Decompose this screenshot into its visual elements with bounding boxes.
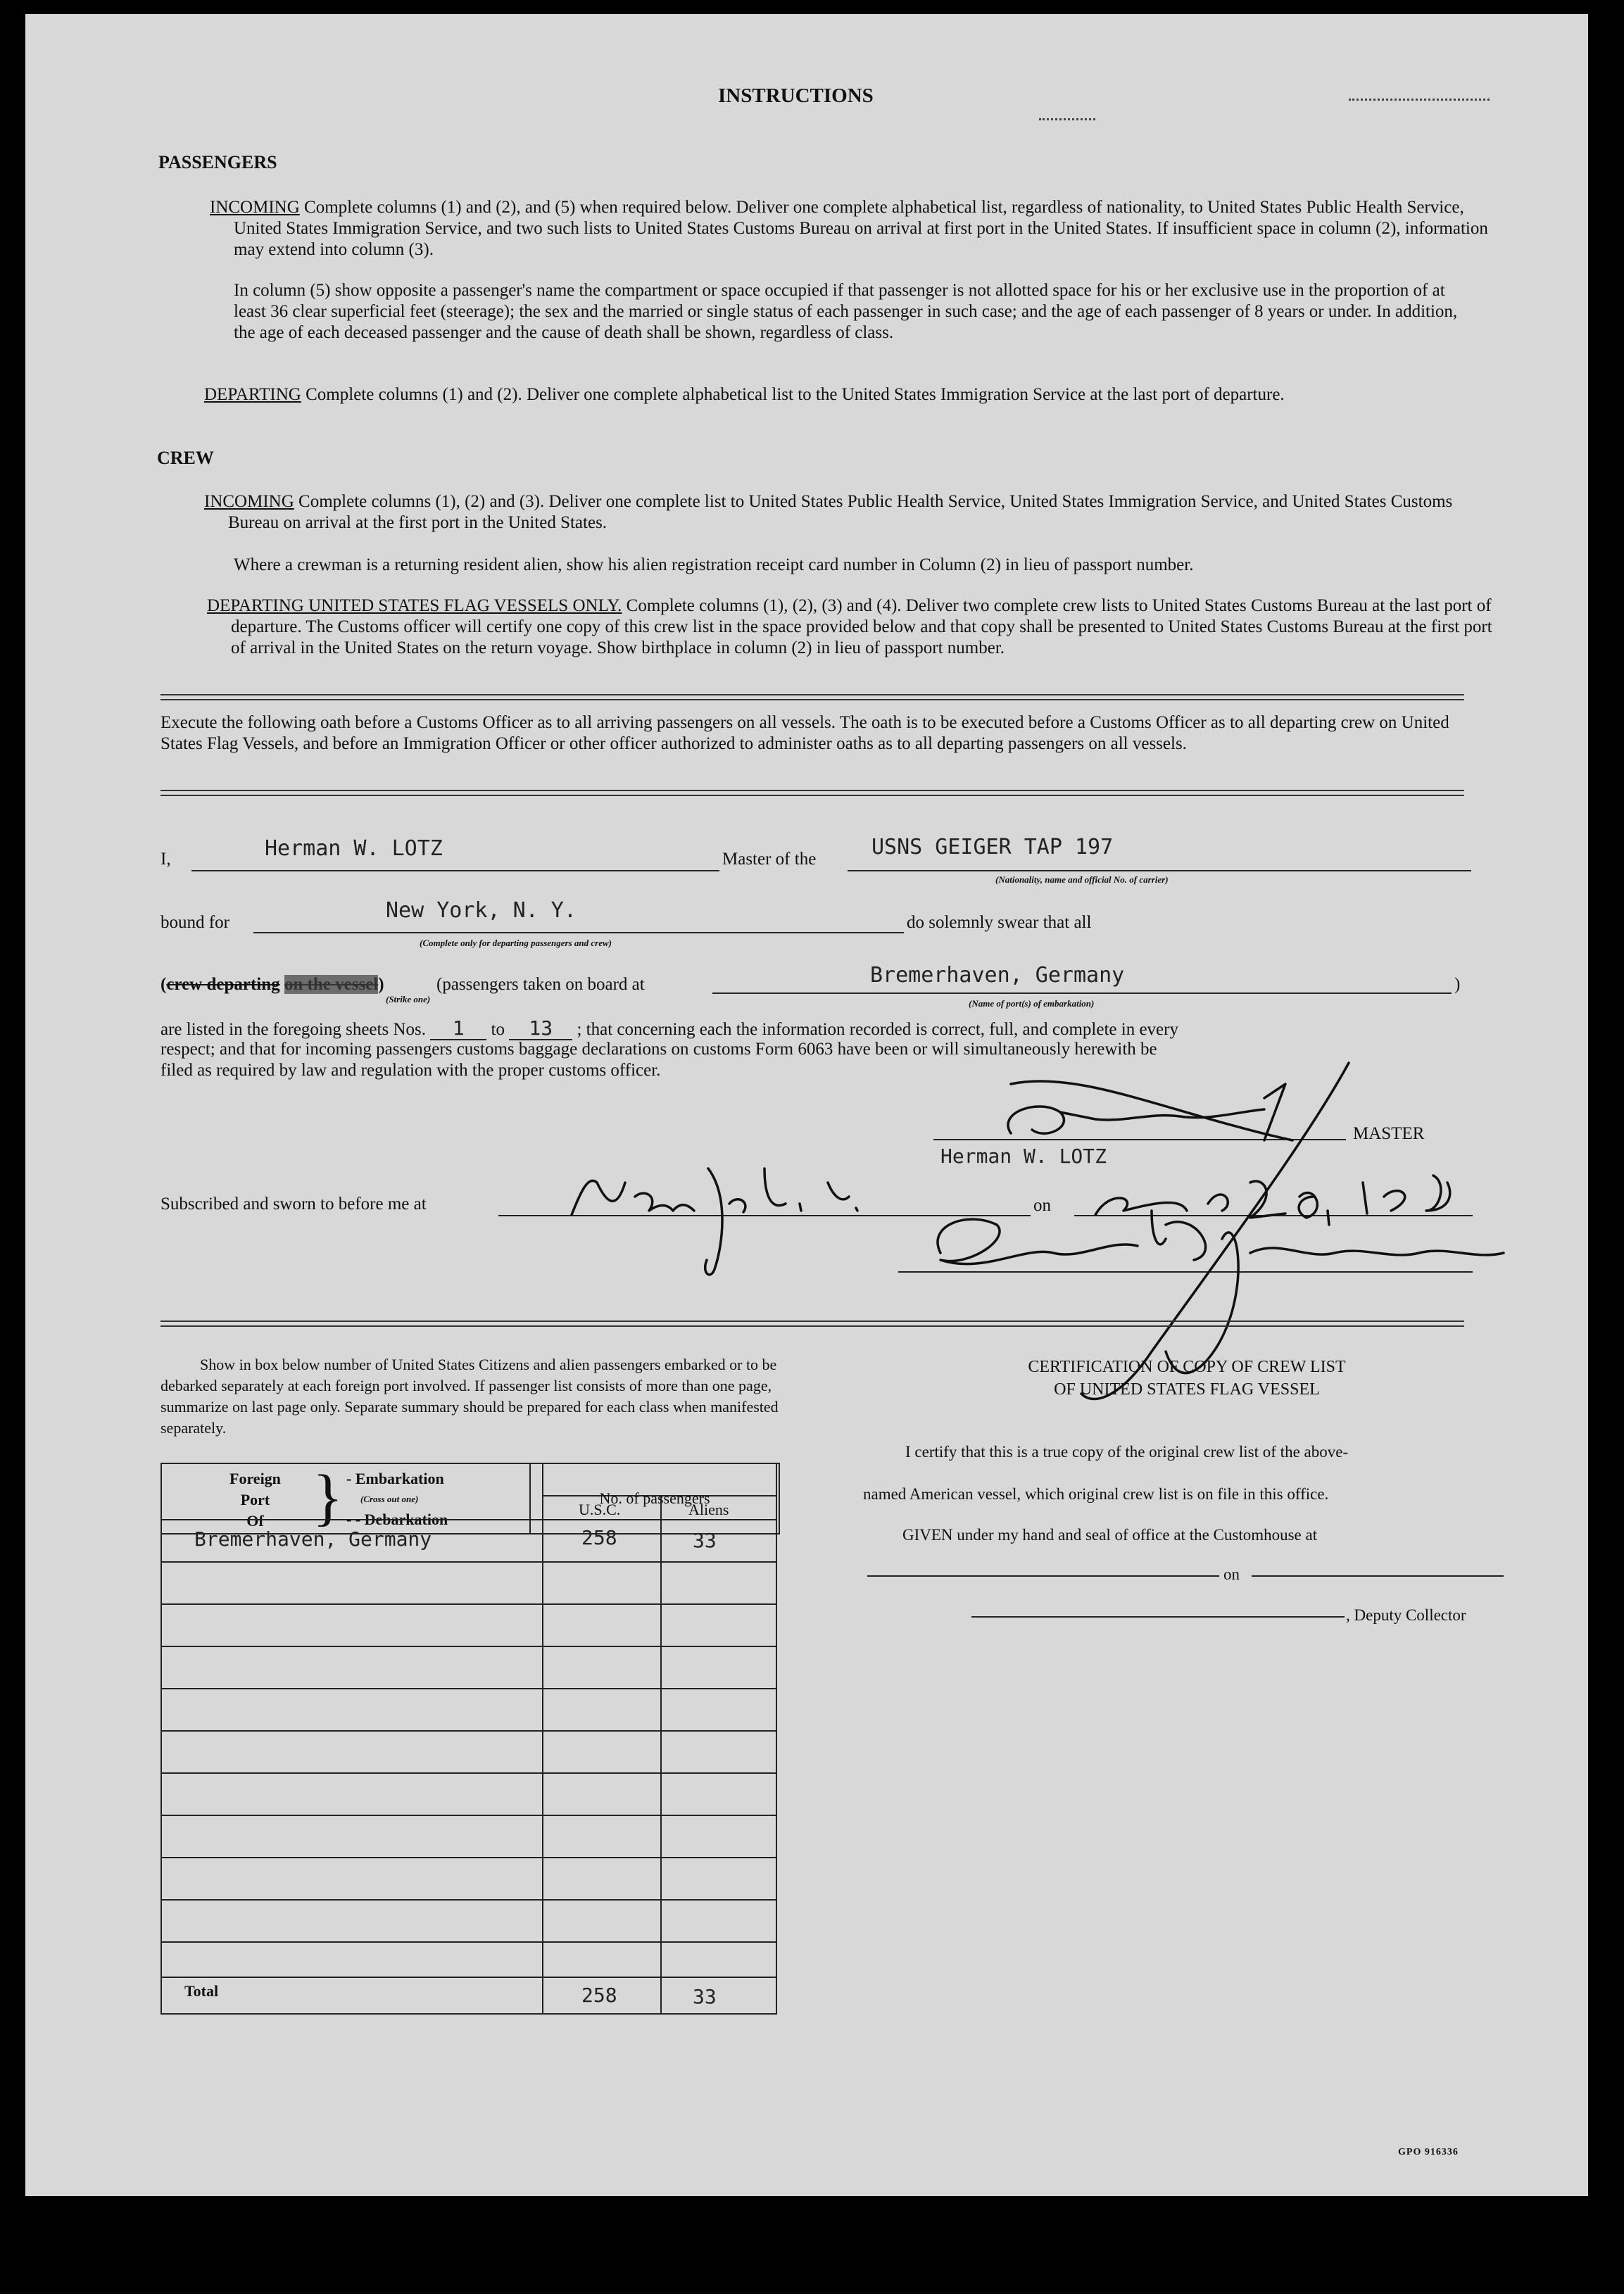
sheet-from: 1	[430, 1018, 486, 1040]
crew-incoming-text: Complete columns (1), (2) and (3). Deliver one complete list to United States Public Health Service, United States Immigration Service, and United States Customs Bureau on arrival at the first port in the United States.	[228, 492, 1453, 532]
row-line	[160, 1857, 777, 1858]
certification-on-label: on	[1223, 1565, 1240, 1583]
brace-glyph: }	[313, 1463, 344, 1532]
passengers-departing-label: DEPARTING	[204, 385, 301, 404]
certification-date-line	[1252, 1575, 1504, 1577]
port-caption: (Name of port(s) of embarkation)	[969, 998, 1095, 1009]
no-of-passengers-header: No. of passengers	[530, 1463, 779, 1534]
scan-speck	[1349, 99, 1490, 103]
embarkation-label: - Embarkation	[346, 1470, 444, 1487]
instructions-heading: INSTRUCTIONS	[718, 84, 874, 107]
crew-departing-label: DEPARTING UNITED STATES FLAG VESSELS ONLY.	[207, 596, 622, 615]
embarkation-port: Bremerhaven, Germany	[870, 963, 1125, 988]
debarkation-label: - - Debarkation	[346, 1511, 448, 1528]
passengers-incoming-label: INCOMING	[210, 198, 300, 217]
certification-line2: named American vessel, which original crew list is on file in this office.	[863, 1485, 1329, 1503]
port-label: Port	[240, 1491, 270, 1508]
oath-i-label: I,	[160, 850, 171, 869]
scan-speck	[1039, 118, 1095, 123]
row-line	[160, 1688, 777, 1689]
header-bottom-line	[160, 1519, 777, 1520]
certification-line1: I certify that this is a true copy of the original crew list of the above-	[905, 1443, 1349, 1461]
row-line	[160, 1815, 777, 1816]
crew-incoming-label: INCOMING	[204, 492, 294, 511]
strike-caption: (Strike one)	[386, 994, 431, 1004]
summary-row-port: Bremerhaven, Germany	[194, 1527, 432, 1551]
aliens-header: Aliens	[688, 1501, 729, 1518]
row-line	[160, 1730, 777, 1732]
certification-title-line2: OF UNITED STATES FLAG VESSEL	[1054, 1380, 1320, 1399]
master-of-label: Master of the	[722, 850, 817, 869]
summary-note: Show in box below number of United States Citizens and alien passengers embarked or to be debarked separately at each foreign port involved. If passenger list consists of more than one page, summarize on last page only. Separate summary should be prepared for each class when manifested separately.	[160, 1356, 779, 1437]
row-line	[160, 1561, 777, 1563]
summary-row-usc: 258	[581, 1526, 617, 1549]
gpo-code: GPO 916336	[1398, 2147, 1459, 2157]
passengers-incoming-text: Complete columns (1) and (2), and (5) when required below. Deliver one complete alphabetical list, regardless of nationality, to United States Public Health Service, United States Immigration Service, and two such lists to United States Customs Bureau on arrival at first port in the United States. If insufficient space in column (2), information may extend into column (3).	[234, 198, 1488, 259]
row-line	[160, 1646, 777, 1647]
passengers-taken-label: (passengers taken on board at	[436, 975, 645, 994]
on-the-vessel-struck: on the vessel	[284, 975, 379, 994]
close-paren: )	[1454, 975, 1461, 994]
row-line	[160, 1603, 777, 1605]
certification-line3: GIVEN under my hand and seal of office at the Customhouse at	[902, 1526, 1318, 1544]
divider	[160, 1321, 1464, 1327]
summary-row-aliens: 33	[693, 1529, 717, 1552]
crew-departing-text: Complete columns (1), (2), (3) and (4). Deliver two complete crew lists to United States Customs Bureau at the last port of departure. The Customs officer will certify one copy of this crew list in the space provided below and that copy shall be presented to United States Customs Bureau at the first port of arrival in the United States on the return voyage. Show birthplace in column (2) in lieu of passport number.	[231, 596, 1492, 657]
oath-line-respect: respect; and that for incoming passengers customs baggage declarations on customs Form 6063 have been or will simultaneously herewith be	[160, 1040, 1157, 1059]
col-divider	[660, 1495, 662, 2015]
sheets-label: are listed in the foregoing sheets Nos.	[160, 1020, 426, 1039]
oath-line-filed: filed as required by law and regulation with the proper customs officer.	[160, 1061, 661, 1080]
oath-intro: Execute the following oath before a Customs Officer as to all arriving passengers on all vessels. The oath is to be executed before a Customs Officer as to all departing crew on United States Flag Vessels, and before an Immigration Officer or other officer authorized to administer oaths as to all departing passengers on all vessels.	[160, 713, 1449, 753]
master-typed-name: Herman W. LOTZ	[940, 1145, 1107, 1168]
total-row-line	[160, 1977, 777, 1978]
total-usc: 258	[581, 1984, 617, 2007]
crew-departing-strike: (crew departing on the vessel)	[160, 975, 384, 994]
crew-departing-text: crew departing	[166, 975, 280, 994]
sheets-rest: ; that concerning each the information recorded is correct, full, and complete in every	[577, 1020, 1178, 1039]
master-name: Herman W. LOTZ	[265, 836, 443, 861]
row-line	[160, 1772, 777, 1774]
certification-title	[976, 1356, 1398, 1401]
deputy-collector-label: , Deputy Collector	[1346, 1606, 1466, 1624]
debarkation-struck: - Debarkation	[355, 1511, 448, 1528]
cross-out-label: (Cross out one)	[360, 1494, 419, 1504]
deputy-signature-line	[971, 1616, 1345, 1618]
of-label: Of	[246, 1512, 264, 1530]
subscribed-label: Subscribed and sworn to before me at	[160, 1195, 427, 1214]
vessel-name: USNS GEIGER TAP 197	[871, 835, 1114, 859]
total-label: Total	[184, 1982, 219, 2000]
subheader-line	[542, 1495, 777, 1496]
row-line	[160, 1941, 777, 1943]
foreign-label: Foreign	[229, 1470, 281, 1487]
bound-for-label: bound for	[160, 913, 229, 932]
destination-caption: (Complete only for departing passengers and crew)	[420, 938, 612, 948]
crew-alien-text: Where a crewman is a returning resident alien, show his alien registration receipt card number in Column (2) in lieu of passport number.	[234, 555, 1194, 574]
vessel-caption: (Nationality, name and official No. of carrier)	[995, 874, 1169, 885]
crew-title: CREW	[157, 448, 214, 468]
sworn-on-label: on	[1033, 1196, 1051, 1215]
col-divider	[542, 1463, 543, 2015]
destination: New York, N. Y.	[386, 898, 577, 923]
to-label: to	[491, 1020, 505, 1039]
row-line	[160, 1899, 777, 1901]
total-aliens: 33	[693, 1985, 717, 2008]
certification-title-line1: CERTIFICATION OF COPY OF CREW LIST	[1028, 1358, 1346, 1376]
customhouse-line	[867, 1575, 1219, 1577]
usc-header: U.S.C.	[579, 1501, 621, 1518]
passengers-departing-text: Complete columns (1) and (2). Deliver one complete alphabetical list to the United States Immigration Service at the last port of departure.	[306, 385, 1285, 404]
form-page	[25, 14, 1588, 2196]
passengers-column5-text: In column (5) show opposite a passenger's name the compartment or space occupied if that passenger is not allotted space for his or her exclusive use in the proportion of at least 36 clear superficial feet (steerage); the sex and the married or single status of each passenger in such case; and the age of each passenger of 8 years or under. In addition, the age of each deceased passenger and the cause of death shall be shown, regardless of class.	[234, 281, 1458, 342]
sheet-to: 13	[509, 1018, 572, 1040]
master-label: MASTER	[1353, 1124, 1425, 1143]
passengers-title: PASSENGERS	[158, 152, 277, 172]
swear-label: do solemnly swear that all	[907, 913, 1092, 932]
